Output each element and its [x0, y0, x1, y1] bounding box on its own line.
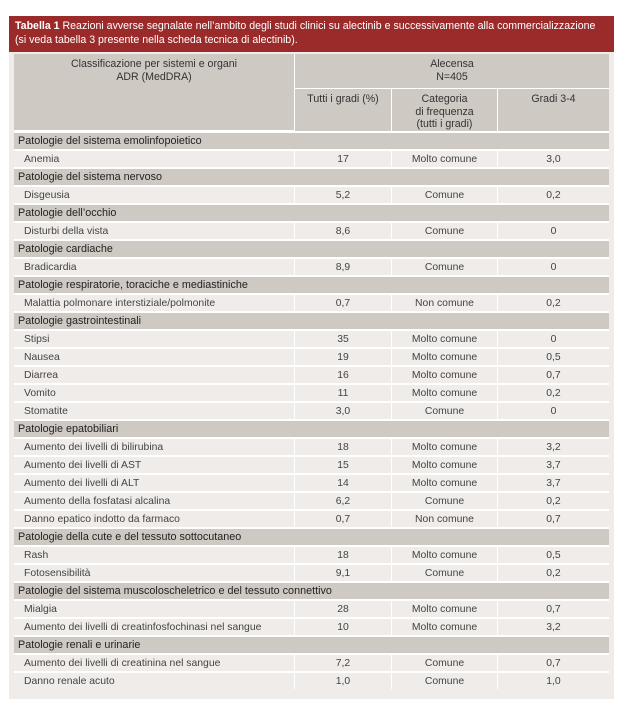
adr-name-cell: Danno renale acuto: [14, 671, 294, 689]
all-grades-cell: 11: [294, 383, 391, 401]
adr-name-cell: Diarrea: [14, 365, 294, 383]
frequency-header-line3: (tutti i gradi): [416, 118, 473, 130]
frequency-cell: Comune: [391, 257, 497, 275]
frequency-cell: Molto comune: [391, 455, 497, 473]
adr-name-cell: Bradicardia: [14, 257, 294, 275]
grades-3-4-cell: 0,2: [497, 491, 609, 509]
all-grades-cell: 18: [294, 545, 391, 563]
group-title: Patologie cardiache: [14, 239, 609, 257]
group-row: [14, 239, 609, 257]
grades-3-4-header: Gradi 3-4: [497, 89, 609, 131]
grades-3-4-cell: 0,2: [497, 293, 609, 311]
grades-3-4-cell: 0,7: [497, 653, 609, 671]
table-caption: [9, 16, 614, 52]
classification-header-line2: ADR (MedDRA): [116, 70, 192, 83]
adr-name-cell: Danno epatico indotto da farmaco: [14, 509, 294, 527]
frequency-cell: Molto comune: [391, 365, 497, 383]
adr-name-cell: Aumento dei livelli di ALT: [14, 473, 294, 491]
table-row: [14, 617, 609, 635]
all-grades-cell: 8,9: [294, 257, 391, 275]
adr-name-cell: Disturbi della vista: [14, 221, 294, 239]
grades-3-4-cell: 0,5: [497, 545, 609, 563]
group-title: Patologie dell’occhio: [14, 203, 609, 221]
adr-name-cell: Vomito: [14, 383, 294, 401]
grades-3-4-cell: 0: [497, 257, 609, 275]
group-title: Patologie renali e urinarie: [14, 635, 609, 653]
all-grades-cell: 7,2: [294, 653, 391, 671]
adr-name-cell: Disgeusia: [14, 185, 294, 203]
grades-3-4-cell: 0,5: [497, 347, 609, 365]
adr-name-cell: Anemia: [14, 149, 294, 167]
table-row: [14, 563, 609, 581]
all-grades-cell: 28: [294, 599, 391, 617]
adr-name-cell: Aumento dei livelli di creatinina nel sangue: [14, 653, 294, 671]
frequency-cell: Molto comune: [391, 599, 497, 617]
adr-name-cell: Aumento dei livelli di creatinfosfochinasi nel sangue: [14, 617, 294, 635]
frequency-cell: Non comune: [391, 509, 497, 527]
frequency-cell: Non comune: [391, 293, 497, 311]
all-grades-cell: 35: [294, 329, 391, 347]
table-row: [14, 509, 609, 527]
adr-name-cell: Aumento della fosfatasi alcalina: [14, 491, 294, 509]
all-grades-cell: 5,2: [294, 185, 391, 203]
drug-name: Alecensa: [430, 58, 474, 70]
group-row: [14, 635, 609, 653]
table-row: [14, 185, 609, 203]
table-row: [14, 383, 609, 401]
all-grades-cell: 15: [294, 455, 391, 473]
adr-name-cell: Mialgia: [14, 599, 294, 617]
group-title: Patologie del sistema muscoloscheletrico e del tessuto connettivo: [14, 581, 609, 599]
table-row: [14, 329, 609, 347]
all-grades-cell: 16: [294, 365, 391, 383]
all-grades-cell: 8,6: [294, 221, 391, 239]
frequency-cell: Molto comune: [391, 473, 497, 491]
all-grades-cell: 9,1: [294, 563, 391, 581]
caption-text: Reazioni avverse segnalate nell’ambito degli studi clinici su alectinib e successivamente alla commercializzazione (si veda tabella 3 presente nella scheda tecnica di alectinib).: [15, 20, 596, 46]
table-row: [14, 455, 609, 473]
grades-3-4-cell: 3,0: [497, 149, 609, 167]
drug-sample-size: N=405: [436, 70, 468, 83]
group-row: [14, 419, 609, 437]
classification-header-line1: Classificazione per sistemi e organi: [70, 58, 238, 70]
all-grades-cell: 14: [294, 473, 391, 491]
grades-3-4-cell: 0: [497, 401, 609, 419]
frequency-cell: Comune: [391, 221, 497, 239]
table-row: [14, 653, 609, 671]
group-row: [14, 527, 609, 545]
frequency-cell: Molto comune: [391, 437, 497, 455]
frequency-header-line2: di frequenza: [415, 105, 474, 118]
adr-name-cell: Aumento dei livelli di bilirubina: [14, 437, 294, 455]
grades-3-4-cell: 3,2: [497, 437, 609, 455]
all-grades-cell: 0,7: [294, 509, 391, 527]
group-title: Patologie della cute e del tessuto sottocutaneo: [14, 527, 609, 545]
grades-3-4-cell: 0,2: [497, 563, 609, 581]
adr-name-cell: Nausea: [14, 347, 294, 365]
grades-3-4-cell: 0: [497, 329, 609, 347]
adverse-reactions-table-container: [9, 16, 614, 699]
header-row-1: [14, 54, 609, 89]
table-row: [14, 545, 609, 563]
grades-3-4-cell: 0,7: [497, 509, 609, 527]
frequency-cell: Molto comune: [391, 617, 497, 635]
frequency-cell: Comune: [391, 653, 497, 671]
adr-name-cell: Malattia polmonare interstiziale/polmonite: [14, 293, 294, 311]
frequency-cell: Comune: [391, 671, 497, 689]
grades-3-4-cell: 3,7: [497, 455, 609, 473]
group-row: [14, 167, 609, 185]
grades-3-4-cell: 1,0: [497, 671, 609, 689]
group-title: Patologie del sistema nervoso: [14, 167, 609, 185]
table-rows: [14, 131, 609, 689]
table-row: [14, 671, 609, 689]
group-row: [14, 275, 609, 293]
frequency-header-line1: Categoria: [421, 93, 468, 105]
group-title: Patologie respiratorie, toraciche e mediastiniche: [14, 275, 609, 293]
frequency-cell: Molto comune: [391, 545, 497, 563]
all-grades-header: Tutti i gradi (%): [294, 89, 391, 131]
grades-3-4-cell: 0: [497, 221, 609, 239]
frequency-cell: Molto comune: [391, 329, 497, 347]
group-row: [14, 203, 609, 221]
grades-3-4-cell: 0,7: [497, 599, 609, 617]
all-grades-cell: 17: [294, 149, 391, 167]
table-row: [14, 437, 609, 455]
frequency-cell: Comune: [391, 401, 497, 419]
table-row: [14, 365, 609, 383]
all-grades-cell: 3,0: [294, 401, 391, 419]
frequency-cell: Molto comune: [391, 149, 497, 167]
table-row: [14, 473, 609, 491]
adr-name-cell: Fotosensibilità: [14, 563, 294, 581]
table-row: [14, 599, 609, 617]
caption-label: Tabella 1: [15, 20, 60, 32]
adr-name-cell: Rash: [14, 545, 294, 563]
all-grades-cell: 18: [294, 437, 391, 455]
frequency-cell: Comune: [391, 563, 497, 581]
table-row: [14, 293, 609, 311]
adverse-reactions-table: [14, 54, 609, 689]
adr-name-cell: Stipsi: [14, 329, 294, 347]
table-row: [14, 401, 609, 419]
group-row: [14, 311, 609, 329]
all-grades-cell: 19: [294, 347, 391, 365]
frequency-cell: Comune: [391, 491, 497, 509]
table-row: [14, 149, 609, 167]
grades-3-4-cell: 3,7: [497, 473, 609, 491]
group-row: [14, 131, 609, 149]
group-title: Patologie del sistema emolinfopoietico: [14, 131, 609, 149]
adr-name-cell: Stomatite: [14, 401, 294, 419]
frequency-header: [391, 89, 497, 131]
group-title: Patologie epatobiliari: [14, 419, 609, 437]
adr-name-cell: Aumento dei livelli di AST: [14, 455, 294, 473]
group-row: [14, 581, 609, 599]
grades-3-4-cell: 0,2: [497, 185, 609, 203]
all-grades-cell: 10: [294, 617, 391, 635]
table-row: [14, 491, 609, 509]
all-grades-cell: 1,0: [294, 671, 391, 689]
grades-3-4-cell: 3,2: [497, 617, 609, 635]
all-grades-cell: 6,2: [294, 491, 391, 509]
table-row: [14, 221, 609, 239]
drug-header: [294, 54, 609, 89]
grades-3-4-cell: 0,2: [497, 383, 609, 401]
classification-header: [14, 54, 294, 131]
table-body: [9, 52, 614, 699]
grades-3-4-cell: 0,7: [497, 365, 609, 383]
group-title: Patologie gastrointestinali: [14, 311, 609, 329]
frequency-cell: Molto comune: [391, 383, 497, 401]
frequency-cell: Molto comune: [391, 347, 497, 365]
all-grades-cell: 0,7: [294, 293, 391, 311]
frequency-cell: Comune: [391, 185, 497, 203]
table-row: [14, 257, 609, 275]
table-row: [14, 347, 609, 365]
